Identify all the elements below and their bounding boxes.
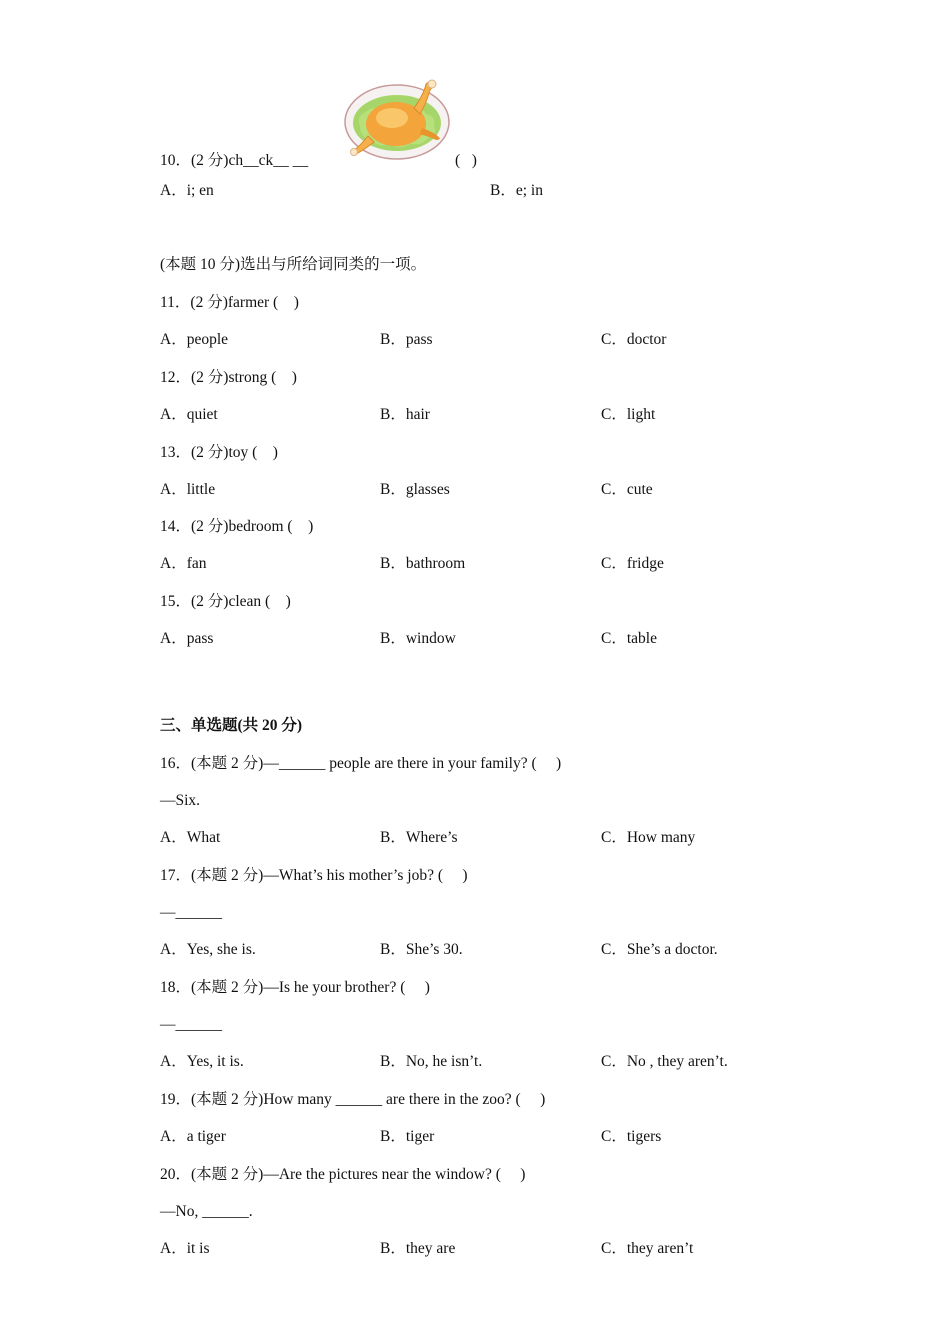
q14-option-b[interactable]: B．bathroom [380,555,466,572]
q14-option-c[interactable]: C．fridge [601,555,664,572]
q18-option-c[interactable]: C．No , they aren’t. [601,1053,728,1070]
q16-stem: 16．(本题 2 分)—______ people are there in your family? ( ) [160,755,562,772]
q13-option-b[interactable]: B．glasses [380,481,450,498]
q15-option-a[interactable]: A．pass [160,630,214,647]
q19-option-c[interactable]: C．tigers [601,1128,662,1145]
q16-option-c[interactable]: C．How many [601,829,696,846]
q20-answer-line: —No, ______. [160,1203,253,1220]
q15-option-b[interactable]: B．window [380,630,456,647]
q17-stem: 17．(本题 2 分)—What’s his mother’s job? ( ) [160,867,468,884]
q13-stem: 13．(2 分)toy ( ) [160,444,278,461]
q16-option-b[interactable]: B．Where’s [380,829,458,846]
q14-stem: 14．(2 分)bedroom ( ) [160,518,314,535]
q11-option-c[interactable]: C．doctor [601,331,667,348]
q12-option-b[interactable]: B．hair [380,406,430,423]
q17-answer-line: —______ [160,904,222,921]
q11-stem: 11．(2 分)farmer ( ) [160,294,299,311]
roast-chicken-icon [342,76,452,162]
q18-stem: 18．(本题 2 分)—Is he your brother? ( ) [160,979,430,996]
q17-option-a[interactable]: A．Yes, she is. [160,941,256,958]
q20-option-c[interactable]: C．they aren’t [601,1240,694,1257]
q13-option-a[interactable]: A．little [160,481,216,498]
q12-option-a[interactable]: A．quiet [160,406,218,423]
q19-option-b[interactable]: B．tiger [380,1128,435,1145]
q15-stem: 15．(2 分)clean ( ) [160,593,291,610]
q18-option-a[interactable]: A．Yes, it is. [160,1053,244,1070]
q16-answer-line: —Six. [160,792,201,809]
q10-option-b[interactable]: B．e; in [490,182,543,199]
q15-option-c[interactable]: C．table [601,630,657,647]
q17-option-b[interactable]: B．She’s 30. [380,941,463,958]
q11-option-a[interactable]: A．people [160,331,229,348]
q20-stem: 20．(本题 2 分)—Are the pictures near the window? ( ) [160,1166,526,1183]
q18-option-b[interactable]: B．No, he isn’t. [380,1053,483,1070]
q18-answer-line: —______ [160,1016,222,1033]
q13-option-c[interactable]: C．cute [601,481,653,498]
q11-option-b[interactable]: B．pass [380,331,433,348]
q12-option-c[interactable]: C．light [601,406,656,423]
q12-stem: 12．(2 分)strong ( ) [160,369,297,386]
q19-option-a[interactable]: A．a tiger [160,1128,226,1145]
q10-stem: 10．(2 分)ch__ck__ __ [160,152,309,169]
q17-option-c[interactable]: C．She’s a doctor. [601,941,718,958]
q20-option-a[interactable]: A．it is [160,1240,210,1257]
q19-stem: 19．(本题 2 分)How many ______ are there in the zoo? ( ) [160,1091,546,1108]
section3-title: 三、单选题(共 20 分) [160,717,303,734]
q20-option-b[interactable]: B．they are [380,1240,456,1257]
q10-option-a[interactable]: A．i; en [160,182,214,199]
q10-answer-paren: ( ) [455,152,477,169]
q16-option-a[interactable]: A．What [160,829,221,846]
q14-option-a[interactable]: A．fan [160,555,207,572]
section2-instructions: (本题 10 分)选出与所给词同类的一项。 [160,256,427,273]
